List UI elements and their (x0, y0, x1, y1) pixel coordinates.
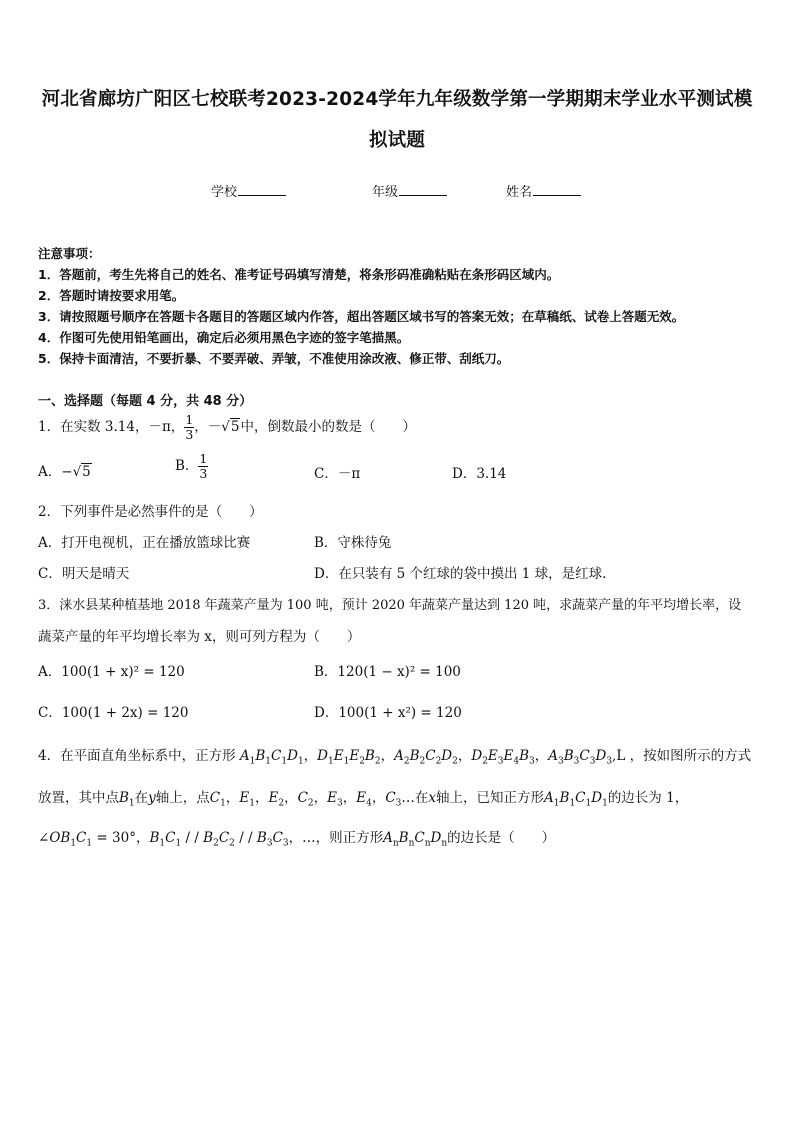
q3-option-c: C．100(1 + 2x) = 120 (38, 705, 189, 721)
q1-option-b-fraction (198, 452, 208, 481)
q2-option-a: A．打开电视机，正在播放篮球比赛 (38, 535, 251, 551)
name-field (506, 181, 581, 200)
name-label: 姓名 (506, 185, 533, 200)
q1-suffix: 中，倒数最小的数是（ ） (240, 419, 416, 435)
question-4-line1: 4．在平面直角坐标系中，正方形 $A_1B_1C_1D_1$，$D_1E_1E_2B_2$，$A_2B_2C_2D_2$，$D_2E_3E_4B_3$，$A_3B_3C_3D_3,L$ ，按如图所示的方式 (38, 748, 752, 767)
q1-frac-num: 1 (185, 412, 194, 427)
q1-radicand: 5 (230, 419, 240, 435)
q2-option-b: B．守株待兔 (314, 535, 392, 551)
q2-option-c: C．明天是晴天 (38, 566, 130, 582)
q4-line1-b: ，按如图所示的方式 (629, 748, 752, 764)
page-title: 河北省廊坊广阳区七校联考2023-2024学年九年级数学第一学期期末学业水平测试模 (41, 89, 753, 110)
note-item: 3．请按照题号顺序在答题卡各题目的答题区域内作答，超出答题区域书写的答案无效；在草稿纸、试卷上答题无效。 (38, 309, 685, 324)
q4-line3-a: ，…，则正方形 (288, 830, 384, 846)
q1-option-b-label: B． (175, 458, 199, 474)
question-1-stem (38, 413, 416, 442)
q1-option-a: A．−√5 (38, 464, 91, 480)
q4-line2-e: 轴上，已知正方形 (436, 790, 545, 806)
q4-line3-b: 的边长是（ ） (447, 830, 556, 846)
question-2-stem: 2．下列事件是必然事件的是（ ） (38, 504, 263, 520)
q4-line2-f: 的边长为 1， (607, 790, 689, 806)
q3-option-b: B．120(1 − x)² = 100 (314, 664, 461, 680)
q3-option-a: A．100(1 + x)² = 120 (38, 664, 185, 680)
question-3-stem-line2: 蔬菜产量的年平均增长率为 x，则可列方程为（ ） (38, 629, 361, 645)
grade-blank (399, 183, 447, 196)
grade-field (372, 181, 447, 200)
q1-sqrt: √5 (221, 419, 240, 435)
q1-option-c: C．－π (314, 466, 361, 482)
school-field (211, 181, 286, 200)
note-item: 4．作图可先使用铅笔画出，确定后必须用黑色字迹的签字笔描黑。 (38, 330, 410, 345)
note-item: 2．答题时请按要求用笔。 (38, 288, 185, 303)
section-heading: 一、选择题（每题 4 分，共 48 分） (38, 394, 253, 409)
grade-label: 年级 (372, 185, 399, 200)
question-4-line3: $\angle OB_1C_1 = 30^\circ$，$B_1C_1$ / / $B_2C_2$ / / $B_3C_3$，…，则正方形$A_nB_nC_nD_n$的边长是（ ） (38, 830, 556, 849)
q1-option-a-label: A． (38, 464, 62, 480)
page-title-continued: 拟试题 (368, 130, 426, 151)
school-label: 学校 (211, 185, 238, 200)
notes-block (38, 243, 768, 369)
q3-option-d: D．100(1 + x²) = 120 (314, 705, 462, 721)
q1-option-a-sqrt: √5 (72, 464, 91, 480)
name-blank (533, 183, 581, 196)
q1-frac-den: 3 (185, 427, 194, 442)
note-item: 5．保持卡面清洁，不要折暴、不要弄破、弄皱，不准使用涂改液、修正带、刮纸刀。 (38, 351, 510, 366)
q1-option-b (175, 452, 208, 481)
q2-option-d: D．在只装有 5 个红球的袋中摸出 1 球，是红球. (314, 566, 607, 582)
question-3-stem-line1: 3．涞水县某种植基地 2018 年蔬菜产量为 100 吨，预计 2020 年蔬菜产量达到 120 吨，求蔬菜产量的年平均增长率，设 (38, 598, 742, 613)
q1-option-a-radicand: 5 (82, 464, 91, 480)
q1-fraction (184, 413, 194, 442)
q1-option-b-den: 3 (199, 466, 208, 481)
q4-line2-a: 放置，其中点 (38, 790, 119, 806)
q4-line2-c: 轴上，点 (155, 790, 210, 806)
q4-line2-b: 在 (134, 790, 149, 806)
q1-option-b-num: 1 (199, 451, 208, 466)
question-4-line2: 放置，其中点$B_1$在y轴上，点$C_1$，$E_1$，$E_2$，$C_2$，$E_3$，$E_4$，$C_3\dots$在x轴上，已知正方形$A_1B_1C_1D_1$的边长为 1， (38, 790, 689, 809)
q1-option-d: D．3.14 (452, 466, 507, 482)
q1-mid: ，－ (194, 419, 222, 435)
note-item: 1．答题前，考生先将自己的姓名、准考证号码填写清楚，将条形码准确粘贴在条形码区域内。 (38, 267, 560, 282)
q4-line1-a: 4．在平面直角坐标系中，正方形 (38, 748, 236, 764)
school-blank (238, 183, 286, 196)
q4-line2-d: …在 (401, 790, 429, 806)
q1-prefix: 1．在实数 3.14，－π， (38, 419, 185, 435)
notes-heading: 注意事项： (38, 246, 101, 261)
